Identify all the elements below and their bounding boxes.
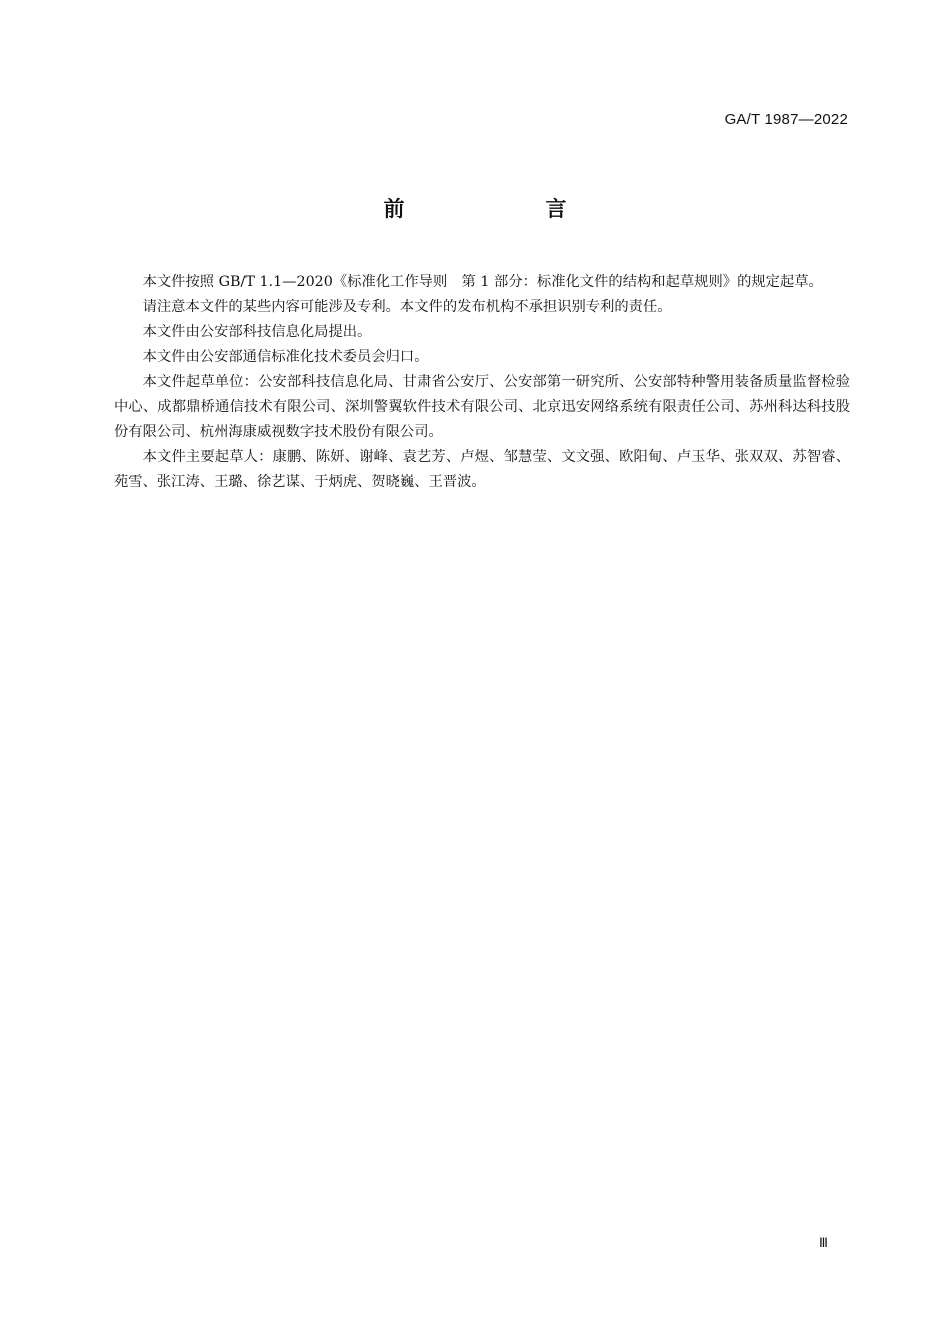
page-title: 前 言 — [383, 197, 627, 221]
paragraph-patent-notice: 请注意本文件的某些内容可能涉及专利。本文件的发布机构不承担识别专利的责任。 — [142, 299, 672, 315]
page-number: Ⅲ — [819, 1235, 828, 1250]
paragraph-proposed-by: 本文件由公安部科技信息化局提出。 — [142, 324, 372, 340]
paragraph-main-drafters: 本文件主要起草人：康鹏、陈妍、谢峰、袁艺芳、卢煜、邹慧莹、文文强、欧阳甸、卢玉华、张双双、苏智睿、苑雪、张江涛、王璐、徐艺谋、于炳虎、贺晓巍、王晋波。 — [114, 449, 850, 490]
paragraph-under-jurisdiction: 本文件由公安部通信标准化技术委员会归口。 — [142, 349, 429, 365]
foreword-body — [114, 270, 850, 495]
document-code: GA/T 1987—2022 — [724, 111, 848, 128]
paragraph-drafting-organizations: 本文件起草单位：公安部科技信息化局、甘肃省公安厅、公安部第一研究所、公安部特种警用装备质量监督检验中心、成都鼎桥通信技术有限公司、深圳警翼软件技术有限公司、北京迅安网络系统有限责任公司、苏州科达科技股份有限公司、杭州海康威视数字技术股份有限公司。 — [114, 374, 850, 440]
paragraph-drafting-rules: 本文件按照 GB/T 1.1—2020《标准化工作导则 第 1 部分：标准化文件的结构和起草规则》的规定起草。 — [142, 274, 823, 290]
